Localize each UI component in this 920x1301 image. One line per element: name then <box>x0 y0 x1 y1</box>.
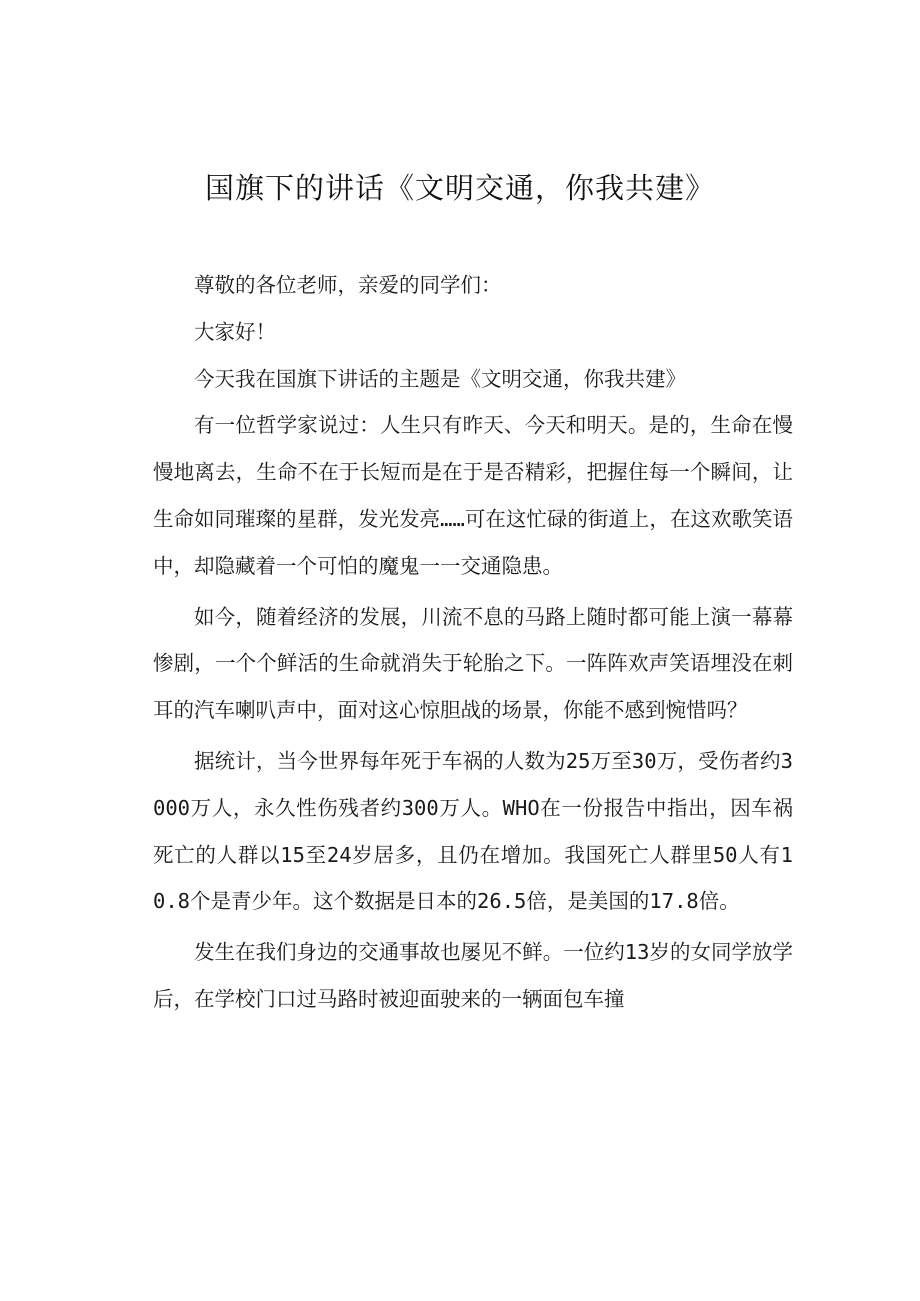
paragraph-philosopher: 有一位哲学家说过：人生只有昨天、今天和明天。是的，生命在慢慢地离去，生命不在于长短而是在于是否精彩，把握住每一个瞬间，让生命如同璀璨的星群，发光发亮……可在这忙碌的街道上，在这欢歌笑语中，却隐藏着一个可怕的魔鬼一一交通隐患。 <box>153 413 793 578</box>
document-body <box>153 262 793 1023</box>
paragraph-salutation: 尊敬的各位老师，亲爱的同学们： <box>194 273 502 297</box>
paragraph-greeting: 大家好！ <box>194 319 276 344</box>
paragraph-economy: 如今，随着经济的发展，川流不息的马路上随时都可能上演一幕幕惨剧，一个个鲜活的生命就消失于轮胎之下。一阵阵欢声笑语埋没在刺耳的汽车喇叭声中，面对这心惊胆战的场景，你能不感到惋惜吗？ <box>153 604 793 723</box>
paragraph-topic: 今天我在国旗下讲话的主题是《文明交通，你我共建》 <box>194 366 686 391</box>
paragraph-accident: 发生在我们身边的交通事故也屡见不鲜。一位约13岁的女同学放学后，在学校门口过马路时被迎面驶来的一辆面包车撞 <box>153 940 793 1011</box>
paragraph-statistics: 据统计，当今世界每年死于车祸的人数为25万至30万，受伤者约3000万人，永久性伤残者约300万人。WHO在一份报告中指出，因车祸死亡的人群以15至24岁居多，且仍在增加。我国死亡人群里50人有10.8个是青少年。这个数据是日本的26.5倍，是美国的17.8倍。 <box>153 748 793 914</box>
document-title: 国旗下的讲话《文明交通，你我共建》 <box>204 171 715 205</box>
